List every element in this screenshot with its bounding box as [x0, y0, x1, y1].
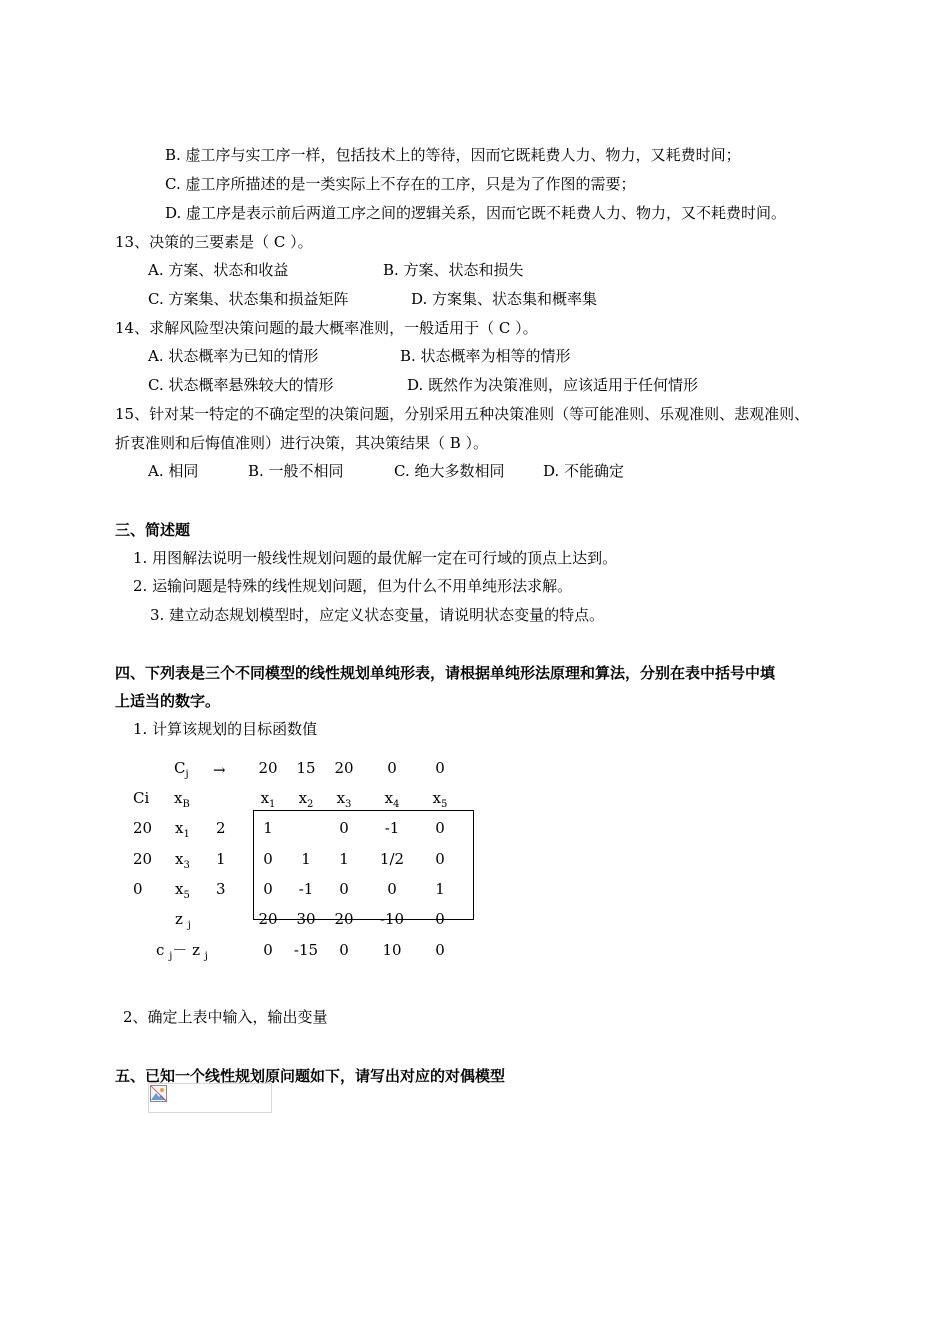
q12-option-d: D. 虚工序是表示前后两道工序之间的逻辑关系，因而它既不耗费人力、物力，又不耗费时间。	[165, 204, 787, 222]
zj-value: 20	[258, 910, 278, 928]
broken-image-icon	[150, 1085, 167, 1102]
q15-stem-line2: 折衷准则和后悔值准则）进行决策，其决策结果（ B ）。	[115, 434, 489, 452]
row-ci: 20	[133, 819, 153, 837]
q14-option-c: C. 状态概率悬殊较大的情形	[148, 376, 334, 394]
section-4-subquestion-1: 1. 计算该规划的目标函数值	[133, 720, 318, 738]
row-ci: 0	[133, 880, 143, 898]
cj-minus-zj-value: 0	[435, 941, 445, 959]
q13-option-c: C. 方案集、状态集和损益矩阵	[148, 290, 349, 308]
broken-image-placeholder	[148, 1083, 272, 1113]
tableau-cell: 1	[301, 850, 311, 868]
tableau-cell: 0	[435, 850, 445, 868]
q12-option-c: C. 虚工序所描述的是一类实际上不存在的工序，只是为了作图的需要；	[165, 175, 636, 193]
q13-option-b: B. 方案、状态和损失	[383, 261, 524, 279]
tableau-cell: 1/2	[379, 850, 405, 868]
var-header: $x_3$	[336, 789, 352, 810]
tableau-cell: 0	[387, 880, 397, 898]
section-3-item-1: 1. 用图解法说明一般线性规划问题的最优解一定在可行域的顶点上达到。	[133, 549, 618, 567]
q15-option-b: B. 一般不相同	[248, 462, 344, 480]
cj-value: 20	[258, 759, 278, 777]
row-basis: $x_3$	[175, 850, 190, 871]
tableau-cell: 0	[263, 850, 273, 868]
cj-minus-zj-label: c $_j$－ z $_j$	[156, 941, 208, 962]
q14-option-a: A. 状态概率为已知的情形	[148, 347, 319, 365]
q13-option-a: A. 方案、状态和收益	[148, 261, 289, 279]
section-4-title-line1: 四、下列表是三个不同模型的线性规划单纯形表，请根据单纯形法原理和算法，分别在表中括号中填	[115, 664, 776, 682]
section-4-title-line2: 上适当的数字。	[115, 692, 221, 710]
tableau-cell: 1	[435, 880, 445, 898]
q12-option-b: B. 虚工序与实工序一样，包括技术上的等待，因而它既耗费人力、物力，又耗费时间；	[165, 146, 741, 164]
q13-stem: 13、决策的三要素是（ C ）。	[115, 233, 313, 251]
zj-value: -10	[379, 910, 405, 928]
q14-option-d: D. 既然作为决策准则，应该适用于任何情形	[407, 376, 699, 394]
cj-minus-zj-value: 0	[263, 941, 273, 959]
ci-label: Ci	[133, 789, 150, 807]
arrow: →	[213, 761, 226, 779]
tableau-cell: 0	[263, 880, 273, 898]
tableau-cell: 0	[435, 819, 445, 837]
row-basis: $x_1$	[175, 819, 190, 840]
cj-value: 20	[334, 759, 354, 777]
q14-option-b: B. 状态概率为相等的情形	[400, 347, 571, 365]
tableau-cell: 1	[339, 850, 349, 868]
tableau-cell: -1	[298, 880, 314, 898]
cj-minus-zj-value: 10	[382, 941, 402, 959]
cj-value: 0	[435, 759, 445, 777]
section-5-title: 五、已知一个线性规划原问题如下，请写出对应的对偶模型	[115, 1067, 506, 1085]
var-header: $x_5$	[432, 789, 448, 810]
q15-option-d: D. 不能确定	[543, 462, 625, 480]
zj-value: 20	[334, 910, 354, 928]
section-3-item-3: 3. 建立动态规划模型时，应定义状态变量，请说明状态变量的特点。	[150, 606, 605, 624]
q14-stem: 14、求解风险型决策问题的最大概率准则，一般适用于（ C ）。	[115, 319, 538, 337]
row-ci: 20	[133, 850, 153, 868]
section-3-item-2: 2. 运输问题是特殊的线性规划问题，但为什么不用单纯形法求解。	[133, 577, 573, 595]
q13-option-d: D. 方案集、状态集和概率集	[411, 290, 598, 308]
cj-minus-zj-value: 0	[339, 941, 349, 959]
section-3-title: 三、简述题	[115, 521, 191, 539]
zj-value: 30	[296, 910, 316, 928]
q15-option-c: C. 绝大多数相同	[394, 462, 505, 480]
row-basis: $x_5$	[175, 880, 190, 901]
row-b: 3	[216, 880, 226, 898]
zj-value: 0	[435, 910, 445, 928]
tableau-cell: 0	[339, 819, 349, 837]
cj-label: $C_j$	[174, 759, 189, 780]
q15-option-a: A. 相同	[148, 462, 199, 480]
row-b: 1	[216, 850, 226, 868]
cj-value: 0	[387, 759, 397, 777]
var-header: $x_2$	[298, 789, 314, 810]
row-b: 2	[216, 819, 226, 837]
tableau-cell: 1	[263, 819, 273, 837]
tableau-cell: 0	[339, 880, 349, 898]
cj-minus-zj-value: -15	[293, 941, 319, 959]
q15-stem-line1: 15、针对某一特定的不确定型的决策问题，分别采用五种决策准则（等可能准则、乐观准则、悲观准则、	[115, 405, 810, 423]
cj-value: 15	[296, 759, 316, 777]
zj-label: z $_j$	[175, 910, 191, 931]
tableau-cell: -1	[384, 819, 400, 837]
xb-label: $x_B$	[174, 789, 190, 810]
var-header: $x_1$	[260, 789, 276, 810]
var-header: $x_4$	[384, 789, 400, 810]
section-4-subquestion-2: 2、确定上表中输入，输出变量	[123, 1008, 328, 1026]
